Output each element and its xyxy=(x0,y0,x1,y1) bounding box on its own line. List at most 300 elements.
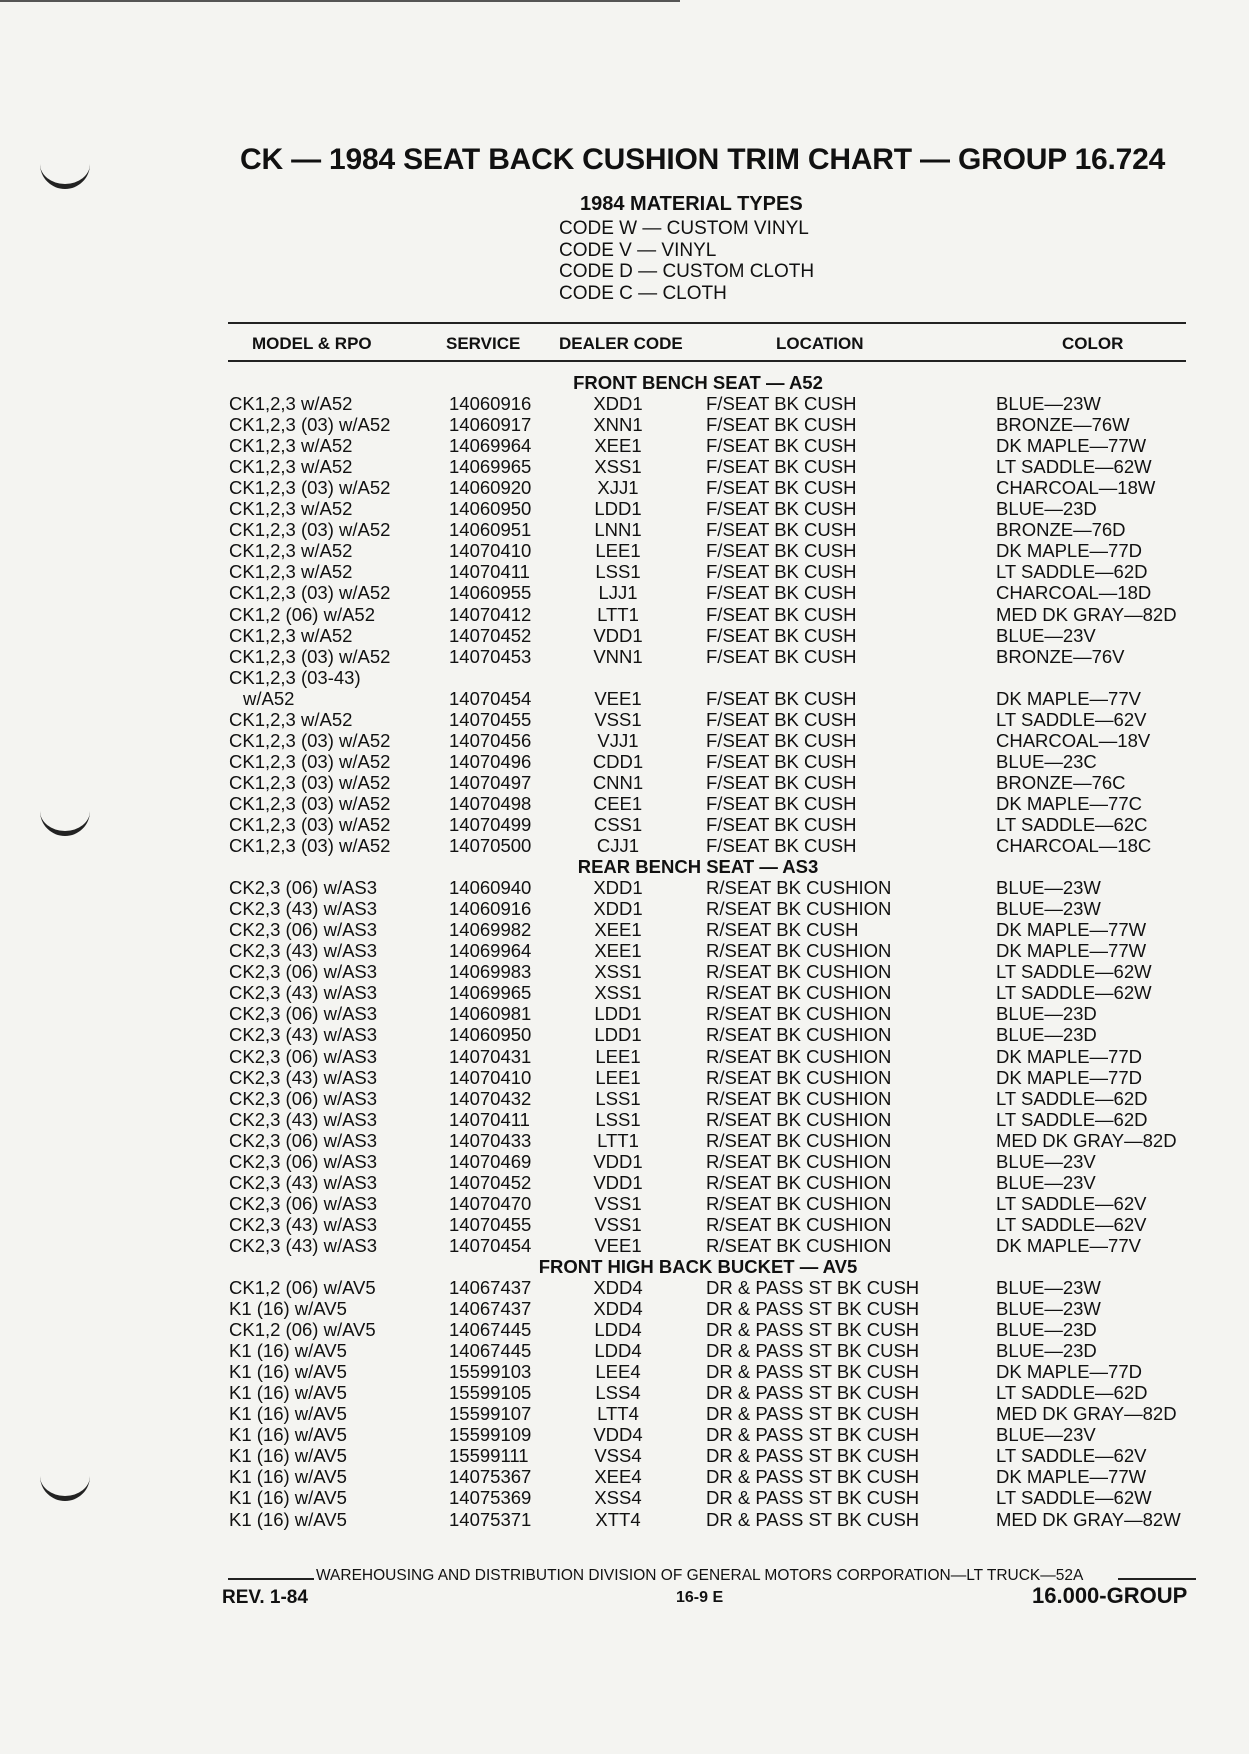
cell-color: CHARCOAL—18D xyxy=(996,582,1152,604)
cell-color: LT SADDLE—62D xyxy=(996,1087,1148,1109)
cell-model: CK1,2,3 w/A52 xyxy=(229,624,353,646)
cell-loc: F/SEAT BK CUSH xyxy=(706,603,857,625)
cell-loc: R/SEAT BK CUSHION xyxy=(706,877,892,899)
cell-loc: F/SEAT BK CUSH xyxy=(706,624,857,646)
cell-service: 14060917 xyxy=(449,414,532,436)
cell-loc: R/SEAT BK CUSHION xyxy=(706,898,892,920)
cell-color: BLUE—23V xyxy=(996,1424,1096,1446)
header-dealer-code: DEALER CODE xyxy=(559,334,683,353)
cell-loc: F/SEAT BK CUSH xyxy=(706,414,857,436)
cell-color: DK MAPLE—77V xyxy=(996,687,1141,709)
cell-model: CK1,2 (06) w/AV5 xyxy=(229,1277,376,1299)
table-row xyxy=(0,1172,1249,1193)
cell-dealer: LDD1 xyxy=(594,1024,642,1046)
cell-loc: F/SEAT BK CUSH xyxy=(706,645,857,667)
cell-loc: F/SEAT BK CUSH xyxy=(706,540,857,562)
cell-dealer: LDD4 xyxy=(594,1319,642,1341)
table-row xyxy=(0,1046,1249,1067)
cell-service: 14070469 xyxy=(449,1150,532,1172)
table-row xyxy=(0,561,1249,582)
cell-service: 14070497 xyxy=(449,771,532,793)
table-row xyxy=(0,435,1249,456)
cell-dealer: LDD1 xyxy=(594,498,642,520)
cell-model: CK2,3 (43) w/AS3 xyxy=(229,1171,378,1193)
cell-dealer: LJJ1 xyxy=(598,582,638,604)
cell-loc: F/SEAT BK CUSH xyxy=(706,835,857,857)
cell-dealer: LTT1 xyxy=(597,1129,639,1151)
cell-color: BLUE—23D xyxy=(996,1024,1097,1046)
table-row xyxy=(0,1445,1249,1466)
binder-hole-top xyxy=(40,158,90,189)
cell-model: CK2,3 (06) w/AS3 xyxy=(229,1192,378,1214)
cell-model: K1 (16) w/AV5 xyxy=(229,1382,347,1404)
cell-dealer: XJJ1 xyxy=(597,477,639,499)
section-title: REAR BENCH SEAT — AS3 xyxy=(577,856,819,878)
table-row xyxy=(0,519,1249,540)
section-title: FRONT BENCH SEAT — A52 xyxy=(573,372,823,393)
cell-model: CK2,3 (43) w/AS3 xyxy=(229,1024,378,1046)
cell-color: BLUE—23V xyxy=(996,624,1096,646)
cell-color: BRONZE—76V xyxy=(996,645,1125,667)
cell-color: BLUE—23W xyxy=(996,393,1101,415)
cell-loc: F/SEAT BK CUSH xyxy=(706,498,857,520)
table-row xyxy=(0,1403,1249,1424)
cell-service: 14069982 xyxy=(449,919,532,941)
cell-dealer: XEE1 xyxy=(594,940,642,962)
cell-color: LT SADDLE—62W xyxy=(996,456,1152,478)
cell-dealer: VDD1 xyxy=(593,624,643,646)
cell-dealer: XNN1 xyxy=(593,414,643,436)
cell-service: 14075371 xyxy=(449,1508,532,1530)
table-row xyxy=(0,751,1249,772)
cell-dealer: VJJ1 xyxy=(597,729,639,751)
cell-color: LT SADDLE—62V xyxy=(996,708,1147,730)
cell-loc: DR & PASS ST BK CUSH xyxy=(706,1403,920,1425)
cell-dealer: LTT4 xyxy=(597,1403,639,1425)
cell-dealer: XSS1 xyxy=(594,982,642,1004)
table-row xyxy=(0,582,1249,603)
cell-loc: R/SEAT BK CUSHION xyxy=(706,1234,892,1256)
table-row xyxy=(0,477,1249,498)
cell-color: LT SADDLE—62D xyxy=(996,561,1148,583)
cell-dealer: VDD1 xyxy=(593,1171,643,1193)
cell-model: K1 (16) w/AV5 xyxy=(229,1445,347,1467)
table-row xyxy=(0,1003,1249,1024)
top-edge-line xyxy=(0,0,680,2)
cell-model: CK2,3 (06) w/AS3 xyxy=(229,919,378,941)
cell-color: LT SADDLE—62V xyxy=(996,1445,1147,1467)
cell-color: CHARCOAL—18V xyxy=(996,729,1151,751)
cell-color: LT SADDLE—62V xyxy=(996,1213,1147,1235)
cell-loc: DR & PASS ST BK CUSH xyxy=(706,1487,920,1509)
cell-loc: R/SEAT BK CUSHION xyxy=(706,1192,892,1214)
cell-dealer: VDD1 xyxy=(593,1150,643,1172)
table-row xyxy=(0,709,1249,730)
cell-service: 14060950 xyxy=(449,498,532,520)
cell-service: 14060950 xyxy=(449,1024,532,1046)
cell-model: K1 (16) w/AV5 xyxy=(229,1340,347,1362)
section-heading xyxy=(0,372,1249,393)
table-row xyxy=(0,1235,1249,1256)
cell-color: DK MAPLE—77D xyxy=(996,1045,1142,1067)
cell-color: CHARCOAL—18C xyxy=(996,835,1152,857)
cell-loc: F/SEAT BK CUSH xyxy=(706,456,857,478)
cell-loc: F/SEAT BK CUSH xyxy=(706,687,857,709)
page-title: CK — 1984 SEAT BACK CUSHION TRIM CHART — GROUP 16.724 xyxy=(240,143,1166,176)
cell-loc: DR & PASS ST BK CUSH xyxy=(706,1382,920,1404)
table-row xyxy=(0,393,1249,414)
cell-color: DK MAPLE—77W xyxy=(996,919,1147,941)
cell-service: 14070455 xyxy=(449,708,532,730)
cell-loc: F/SEAT BK CUSH xyxy=(706,771,857,793)
cell-dealer: XSS4 xyxy=(594,1487,642,1509)
section-title: FRONT HIGH BACK BUCKET — AV5 xyxy=(538,1255,858,1277)
table-row xyxy=(0,498,1249,519)
cell-dealer: LEE1 xyxy=(595,1066,641,1088)
cell-dealer: VNN1 xyxy=(593,645,643,667)
table-row xyxy=(0,1214,1249,1235)
cell-dealer: CSS1 xyxy=(593,813,643,835)
cell-model: CK1,2,3 (03) w/A52 xyxy=(229,792,391,814)
cell-color: BLUE—23W xyxy=(996,898,1101,920)
section-heading xyxy=(0,1256,1249,1277)
cell-model: CK2,3 (06) w/AS3 xyxy=(229,1003,378,1025)
cell-dealer: VEE1 xyxy=(594,1234,642,1256)
cell-service: 14060981 xyxy=(449,1003,532,1025)
cell-service: 14070455 xyxy=(449,1213,532,1235)
material-code: CODE C — CLOTH xyxy=(559,282,727,304)
cell-loc: F/SEAT BK CUSH xyxy=(706,729,857,751)
cell-dealer: LSS1 xyxy=(595,1108,641,1130)
cell-service: 15599105 xyxy=(449,1382,532,1404)
table-row xyxy=(0,604,1249,625)
cell-loc: R/SEAT BK CUSHION xyxy=(706,1150,892,1172)
cell-color: BLUE—23W xyxy=(996,877,1101,899)
cell-service: 14070433 xyxy=(449,1129,532,1151)
cell-service: 14069965 xyxy=(449,982,532,1004)
cell-loc: F/SEAT BK CUSH xyxy=(706,792,857,814)
cell-color: BRONZE—76C xyxy=(996,771,1126,793)
table-row xyxy=(0,940,1249,961)
cell-color: CHARCOAL—18W xyxy=(996,477,1156,499)
cell-service: 14070496 xyxy=(449,750,532,772)
cell-color: LT SADDLE—62C xyxy=(996,813,1148,835)
cell-service: 14070411 xyxy=(449,561,530,583)
cell-service: 14067445 xyxy=(449,1319,532,1341)
table-row xyxy=(0,667,1249,688)
cell-dealer: XEE4 xyxy=(594,1466,642,1488)
cell-dealer: VSS4 xyxy=(594,1445,642,1467)
cell-model: CK2,3 (43) w/AS3 xyxy=(229,940,378,962)
cell-dealer: VEE1 xyxy=(594,687,642,709)
cell-color: BLUE—23V xyxy=(996,1171,1096,1193)
cell-service: 14060951 xyxy=(449,519,532,541)
footer-dash-left xyxy=(228,1578,314,1580)
table-top-rule xyxy=(228,322,1186,324)
cell-service: 14070412 xyxy=(449,603,532,625)
cell-color: BLUE—23W xyxy=(996,1277,1101,1299)
cell-service: 14070410 xyxy=(449,540,532,562)
cell-dealer: XEE1 xyxy=(594,919,642,941)
table-row xyxy=(0,1487,1249,1508)
table-row xyxy=(0,646,1249,667)
cell-color: DK MAPLE—77W xyxy=(996,435,1147,457)
cell-dealer: CEE1 xyxy=(593,792,643,814)
table-row xyxy=(0,625,1249,646)
cell-service: 14070454 xyxy=(449,1234,532,1256)
cell-color: DK MAPLE—77D xyxy=(996,1361,1142,1383)
material-types-list xyxy=(559,218,814,304)
cell-loc: F/SEAT BK CUSH xyxy=(706,393,857,415)
table-row xyxy=(0,540,1249,561)
cell-color: LT SADDLE—62W xyxy=(996,982,1152,1004)
cell-service: 14069964 xyxy=(449,435,532,457)
table-row xyxy=(0,1382,1249,1403)
cell-loc: R/SEAT BK CUSHION xyxy=(706,940,892,962)
cell-model: K1 (16) w/AV5 xyxy=(229,1466,347,1488)
cell-dealer: LEE1 xyxy=(595,540,641,562)
cell-loc: F/SEAT BK CUSH xyxy=(706,561,857,583)
table-row xyxy=(0,1067,1249,1088)
cell-service: 15599109 xyxy=(449,1424,532,1446)
cell-color: MED DK GRAY—82D xyxy=(996,1129,1177,1151)
cell-dealer: LTT1 xyxy=(597,603,639,625)
cell-dealer: LEE1 xyxy=(595,1045,641,1067)
cell-model: CK1,2,3 (03) w/A52 xyxy=(229,519,391,541)
cell-loc: DR & PASS ST BK CUSH xyxy=(706,1277,920,1299)
cell-service: 14070431 xyxy=(449,1045,532,1067)
cell-color: BRONZE—76D xyxy=(996,519,1126,541)
table-row xyxy=(0,961,1249,982)
cell-loc: R/SEAT BK CUSHION xyxy=(706,1108,892,1130)
cell-dealer: LSS4 xyxy=(595,1382,641,1404)
cell-loc: R/SEAT BK CUSHION xyxy=(706,1171,892,1193)
cell-service: 15599103 xyxy=(449,1361,532,1383)
material-types-title: 1984 MATERIAL TYPES xyxy=(580,193,803,215)
cell-model: K1 (16) w/AV5 xyxy=(229,1361,347,1383)
cell-loc: F/SEAT BK CUSH xyxy=(706,435,857,457)
cell-loc: F/SEAT BK CUSH xyxy=(706,708,857,730)
cell-service: 14070410 xyxy=(449,1066,532,1088)
table-row xyxy=(0,1340,1249,1361)
table-row xyxy=(0,1277,1249,1298)
cell-model: CK1,2,3 (03) w/A52 xyxy=(229,414,391,436)
cell-service: 14070453 xyxy=(449,645,532,667)
table-row xyxy=(0,835,1249,856)
table-row xyxy=(0,919,1249,940)
cell-loc: DR & PASS ST BK CUSH xyxy=(706,1508,920,1530)
cell-service: 14067445 xyxy=(449,1340,532,1362)
cell-service: 14075369 xyxy=(449,1487,532,1509)
trim-table xyxy=(0,372,1249,1530)
cell-loc: DR & PASS ST BK CUSH xyxy=(706,1466,920,1488)
table-row xyxy=(0,877,1249,898)
cell-service: 14070452 xyxy=(449,1171,532,1193)
cell-loc: F/SEAT BK CUSH xyxy=(706,477,857,499)
cell-dealer: XSS1 xyxy=(594,961,642,983)
cell-model: CK2,3 (06) w/AS3 xyxy=(229,1129,378,1151)
cell-color: BRONZE—76W xyxy=(996,414,1130,436)
cell-loc: DR & PASS ST BK CUSH xyxy=(706,1298,920,1320)
cell-service: 14060940 xyxy=(449,877,532,899)
cell-dealer: VSS1 xyxy=(594,708,642,730)
cell-service: 14070456 xyxy=(449,729,532,751)
cell-color: MED DK GRAY—82D xyxy=(996,603,1177,625)
cell-dealer: XDD1 xyxy=(593,898,643,920)
cell-service: 14067437 xyxy=(449,1298,532,1320)
cell-service: 14070411 xyxy=(449,1108,530,1130)
cell-dealer: VSS1 xyxy=(594,1192,642,1214)
cell-model: CK1,2 (06) w/A52 xyxy=(229,603,376,625)
table-row xyxy=(0,814,1249,835)
table-row xyxy=(0,793,1249,814)
cell-model: CK2,3 (43) w/AS3 xyxy=(229,1213,378,1235)
cell-model: CK1,2,3 (03) w/A52 xyxy=(229,477,391,499)
material-code: CODE V — VINYL xyxy=(559,239,717,261)
cell-loc: R/SEAT BK CUSHION xyxy=(706,1129,892,1151)
cell-model: CK1,2,3 (03-43) xyxy=(229,666,361,688)
cell-model: CK1,2,3 w/A52 xyxy=(229,561,353,583)
cell-dealer: CJJ1 xyxy=(596,835,640,857)
cell-model: CK1,2,3 w/A52 xyxy=(229,540,353,562)
cell-dealer: VDD4 xyxy=(593,1424,643,1446)
cell-model: CK2,3 (06) w/AS3 xyxy=(229,961,378,983)
table-row xyxy=(0,1151,1249,1172)
cell-dealer: LDD1 xyxy=(594,1003,642,1025)
cell-loc: R/SEAT BK CUSHION xyxy=(706,1045,892,1067)
cell-loc: DR & PASS ST BK CUSH xyxy=(706,1424,920,1446)
cell-color: BLUE—23D xyxy=(996,498,1097,520)
cell-model: CK1,2,3 w/A52 xyxy=(229,393,353,415)
cell-service: 14069983 xyxy=(449,961,532,983)
cell-color: BLUE—23D xyxy=(996,1003,1097,1025)
cell-color: LT SADDLE—62D xyxy=(996,1108,1148,1130)
cell-dealer: XSS1 xyxy=(594,456,642,478)
group-number: 16.000-GROUP xyxy=(1032,1583,1188,1608)
material-code: CODE W — CUSTOM VINYL xyxy=(559,218,809,239)
cell-model: CK2,3 (43) w/AS3 xyxy=(229,982,378,1004)
cell-service: 14069965 xyxy=(449,456,532,478)
cell-model: CK2,3 (43) w/AS3 xyxy=(229,1234,378,1256)
cell-loc: R/SEAT BK CUSHION xyxy=(706,1213,892,1235)
cell-model: CK1,2,3 (03) w/A52 xyxy=(229,645,391,667)
cell-model: CK1,2 (06) w/AV5 xyxy=(229,1319,376,1341)
cell-model: CK1,2,3 (03) w/A52 xyxy=(229,729,391,751)
cell-color: DK MAPLE—77D xyxy=(996,540,1142,562)
cell-loc: DR & PASS ST BK CUSH xyxy=(706,1361,920,1383)
cell-model: CK1,2,3 (03) w/A52 xyxy=(229,582,391,604)
header-service: SERVICE xyxy=(446,334,521,353)
cell-model: CK1,2,3 (03) w/A52 xyxy=(229,813,391,835)
cell-color: BLUE—23C xyxy=(996,750,1097,772)
table-row xyxy=(0,1361,1249,1382)
header-location: LOCATION xyxy=(776,334,864,353)
cell-service: 14075367 xyxy=(449,1466,532,1488)
cell-loc: F/SEAT BK CUSH xyxy=(706,750,857,772)
material-code: CODE D — CUSTOM CLOTH xyxy=(559,261,815,282)
cell-loc: F/SEAT BK CUSH xyxy=(706,582,857,604)
cell-model: CK1,2,3 (03) w/A52 xyxy=(229,835,391,857)
cell-color: DK MAPLE—77C xyxy=(996,792,1142,814)
table-row xyxy=(0,1130,1249,1151)
cell-loc: F/SEAT BK CUSH xyxy=(706,519,857,541)
cell-dealer: XDD1 xyxy=(593,877,643,899)
cell-service: 14060920 xyxy=(449,477,532,499)
cell-color: BLUE—23D xyxy=(996,1340,1097,1362)
cell-color: BLUE—23D xyxy=(996,1319,1097,1341)
cell-model: CK2,3 (43) w/AS3 xyxy=(229,898,378,920)
cell-dealer: XTT4 xyxy=(595,1508,641,1530)
cell-dealer: CDD1 xyxy=(592,750,644,772)
table-row xyxy=(0,730,1249,751)
cell-service: 14069964 xyxy=(449,940,532,962)
cell-service: 14070499 xyxy=(449,813,532,835)
cell-service: 14060916 xyxy=(449,393,532,415)
cell-color: DK MAPLE—77V xyxy=(996,1234,1141,1256)
cell-model: CK2,3 (43) w/AS3 xyxy=(229,1108,378,1130)
cell-loc: R/SEAT BK CUSHION xyxy=(706,1087,892,1109)
table-header-rule xyxy=(228,360,1186,362)
cell-loc: R/SEAT BK CUSHION xyxy=(706,1066,892,1088)
cell-model: CK2,3 (06) w/AS3 xyxy=(229,877,378,899)
cell-dealer: CNN1 xyxy=(592,771,644,793)
cell-color: DK MAPLE—77W xyxy=(996,940,1147,962)
footer-division-text: WAREHOUSING AND DISTRIBUTION DIVISION OF GENERAL MOTORS CORPORATION—LT TRUCK—52A xyxy=(316,1567,1084,1584)
cell-service: 14070498 xyxy=(449,792,532,814)
cell-model: CK1,2,3 w/A52 xyxy=(229,498,353,520)
cell-model: K1 (16) w/AV5 xyxy=(229,1487,347,1509)
table-row xyxy=(0,982,1249,1003)
cell-service: 14060916 xyxy=(449,898,532,920)
cell-dealer: LSS1 xyxy=(595,1087,641,1109)
header-model: MODEL & RPO xyxy=(252,334,372,353)
cell-color: DK MAPLE—77D xyxy=(996,1066,1142,1088)
cell-service: 14070500 xyxy=(449,835,532,857)
cell-color: BLUE—23W xyxy=(996,1298,1101,1320)
table-row xyxy=(0,1109,1249,1130)
cell-model: CK1,2,3 (03) w/A52 xyxy=(229,750,391,772)
cell-model: CK1,2,3 (03) w/A52 xyxy=(229,771,391,793)
cell-dealer: XDD4 xyxy=(593,1277,643,1299)
cell-model: CK1,2,3 w/A52 xyxy=(229,456,353,478)
cell-loc: F/SEAT BK CUSH xyxy=(706,813,857,835)
revision-label: REV. 1-84 xyxy=(222,1587,308,1608)
cell-color: BLUE—23V xyxy=(996,1150,1096,1172)
cell-color: DK MAPLE—77W xyxy=(996,1466,1147,1488)
cell-color: MED DK GRAY—82D xyxy=(996,1403,1177,1425)
cell-loc: R/SEAT BK CUSHION xyxy=(706,1024,892,1046)
cell-dealer: XDD1 xyxy=(593,393,643,415)
cell-service: 14070454 xyxy=(449,687,532,709)
cell-color: LT SADDLE—62D xyxy=(996,1382,1148,1404)
cell-model: CK1,2,3 w/A52 xyxy=(229,708,353,730)
cell-service: 14070470 xyxy=(449,1192,532,1214)
table-row xyxy=(0,1466,1249,1487)
cell-model: CK2,3 (06) w/AS3 xyxy=(229,1087,378,1109)
cell-loc: R/SEAT BK CUSHION xyxy=(706,982,892,1004)
table-row xyxy=(0,898,1249,919)
table-row xyxy=(0,772,1249,793)
table-row xyxy=(0,1298,1249,1319)
footer-dash-right xyxy=(1118,1578,1196,1580)
cell-color: LT SADDLE—62W xyxy=(996,961,1152,983)
header-color: COLOR xyxy=(1062,334,1124,353)
cell-color: MED DK GRAY—82W xyxy=(996,1508,1181,1530)
cell-model: K1 (16) w/AV5 xyxy=(229,1424,347,1446)
page-number: 16-9 E xyxy=(676,1589,724,1606)
cell-service: 15599107 xyxy=(449,1403,532,1425)
table-row xyxy=(0,1319,1249,1340)
